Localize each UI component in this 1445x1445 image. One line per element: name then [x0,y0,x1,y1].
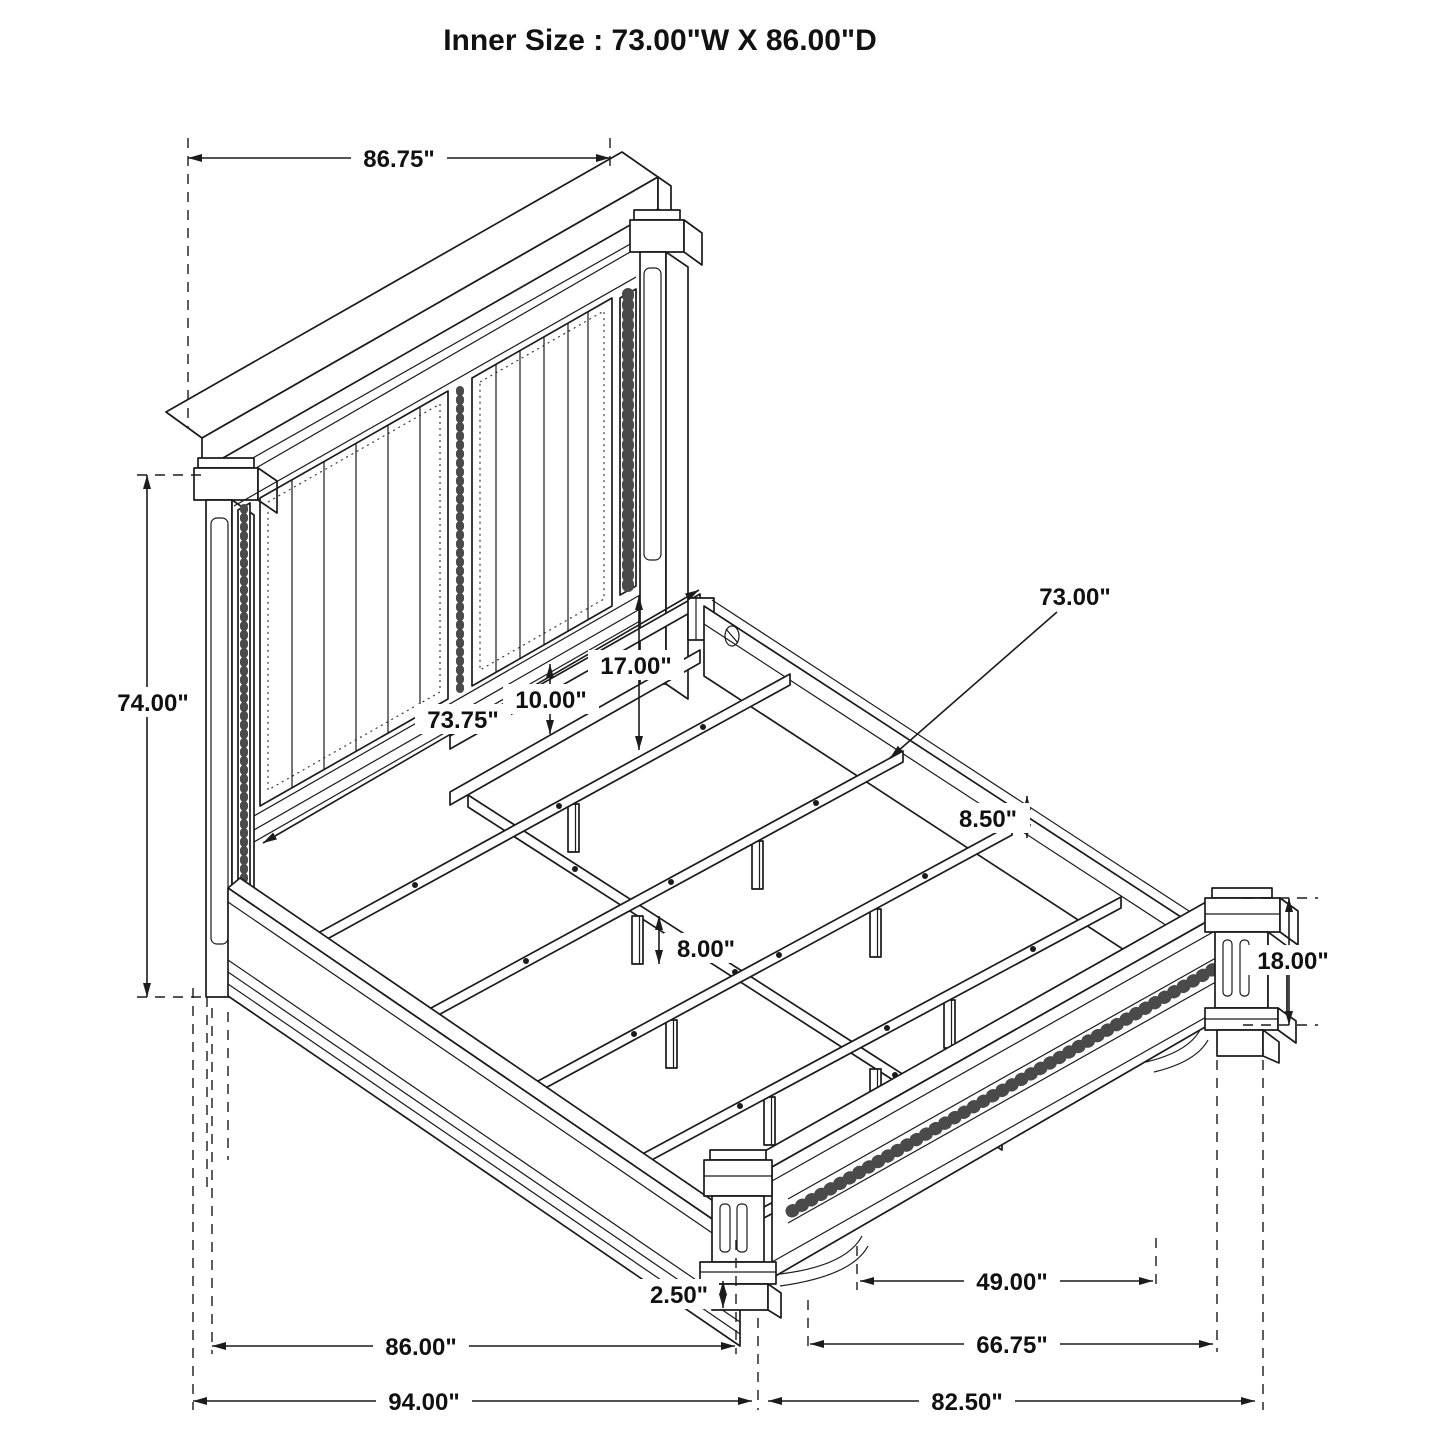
headboard-crown-top [166,152,658,438]
dim-label-base-height: 17.00" [600,653,672,680]
dim-label-overall-depth: 94.00" [388,1389,460,1416]
support-leg [666,1020,677,1068]
dim-footboard-inner-width [857,1238,1156,1296]
slat [420,751,903,1025]
support-leg [752,841,763,889]
right-post-cap [630,220,684,252]
leader-line [890,612,1057,758]
upholstered-panel-right [472,298,612,686]
left-post-cap-top [198,458,254,468]
dim-label-foot-height: 2.50" [649,1282,709,1309]
dim-label-rail-to-slat: 8.50" [958,806,1018,833]
dim-label-footboard-inner: 49.00" [976,1269,1048,1296]
footboard-post-far [1205,888,1298,1063]
dim-label-headboard-width: 86.75" [363,146,435,173]
headboard-crown-front [202,177,658,470]
dim-label-footboard-height: 18.00" [1257,948,1329,975]
dim-slat-length [890,581,1123,758]
support-leg [944,1000,955,1048]
support-leg [764,1097,775,1145]
left-post-cap [194,468,258,500]
dim-support-leg-height [659,916,748,964]
upholstered-panel-left [260,391,448,806]
dim-label-panel-width: 73.75" [427,707,499,734]
dim-label-panel-gap: 10.00" [515,687,587,714]
dim-label-footboard-width: 66.75" [976,1332,1048,1359]
support-leg [568,804,579,852]
carved-trim [792,962,1226,1211]
dim-label-inner-depth: 86.00" [385,1334,457,1361]
support-leg [870,909,881,957]
dim-foot-height [639,1279,723,1309]
dim-label-slat-length: 73.00" [1039,584,1111,611]
dim-label-headboard-height: 74.00" [117,690,189,717]
footboard-foot-far [1217,1030,1263,1056]
dim-headboard-height [105,475,205,997]
footboard-foot-near [712,1284,768,1310]
rail-face [228,888,740,1346]
panel-channels [496,312,588,672]
right-post-cap-top [634,210,680,220]
dim-label-leg-height: 8.00" [676,936,736,963]
support-leg [632,916,643,964]
dim-label-side-span: 82.50" [931,1389,1003,1416]
diagram-title: Inner Size : 73.00"W X 86.00"D [443,24,877,57]
panel-channels [292,407,420,788]
